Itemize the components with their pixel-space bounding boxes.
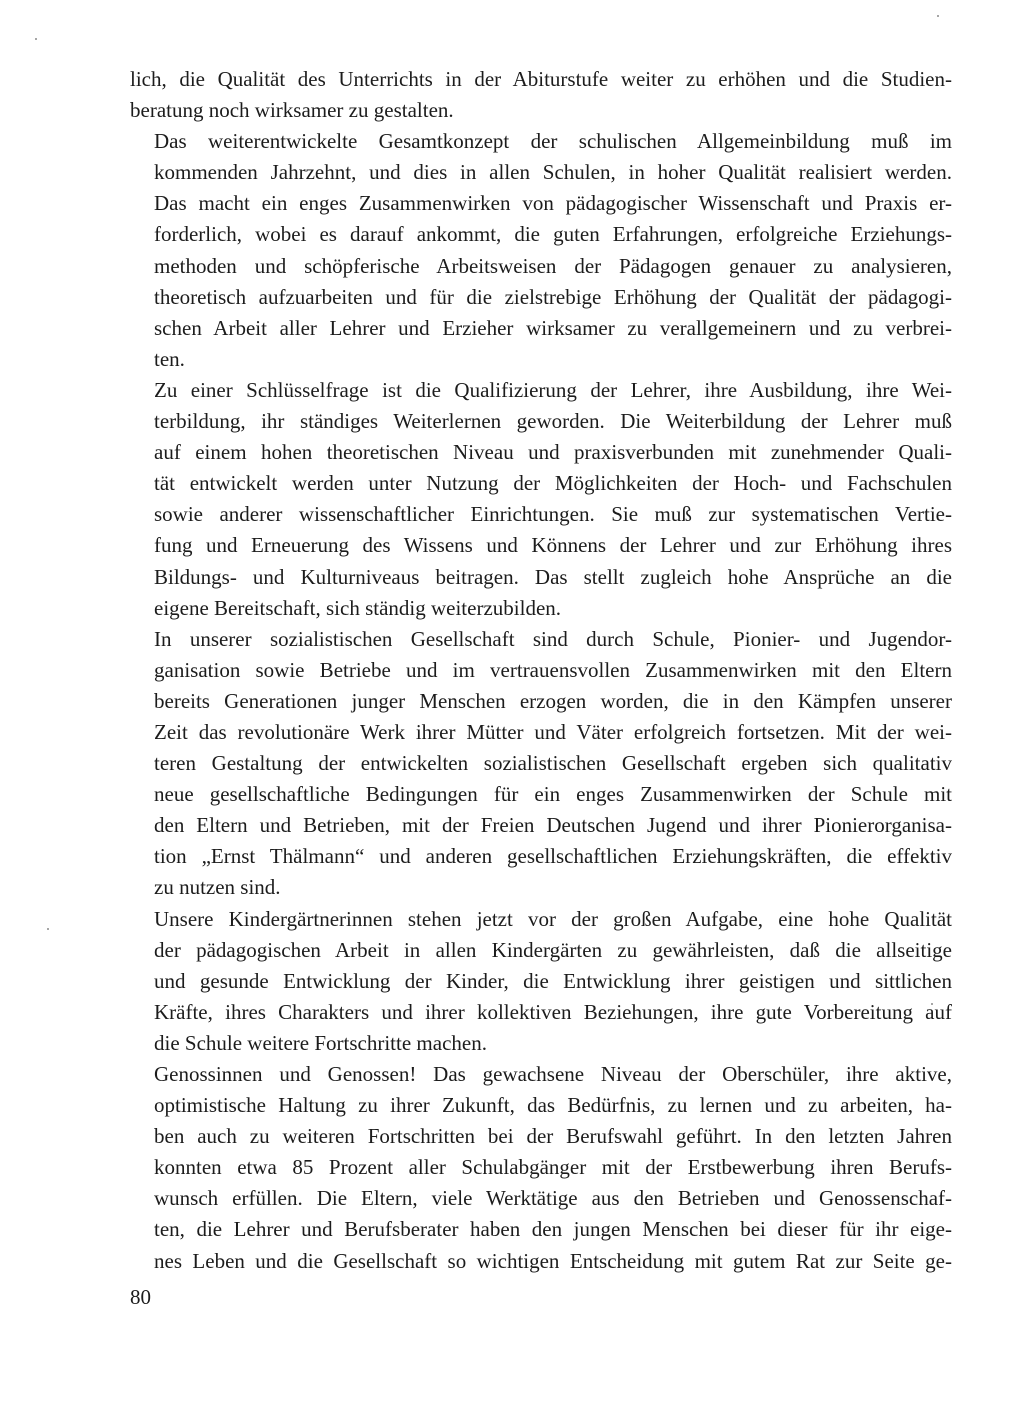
text-line: nes Leben und die Gesellschaft so wichtigen Entscheidung mit gutem Rat zur Seite ge- <box>154 1248 952 1273</box>
text-line: tät entwickelt werden unter Nutzung der Möglichkeiten der Hoch- und Fachschulen <box>154 471 952 496</box>
text-line: methoden und schöpferische Arbeitsweisen der Pädagogen genauer zu analysieren, <box>154 253 952 278</box>
scan-speck <box>937 15 939 17</box>
text-line: Unsere Kindergärtnerinnen stehen jetzt vor der großen Aufgabe, eine hohe Qualität <box>154 906 952 931</box>
text-line: ganisation sowie Betriebe und im vertrauensvollen Zusammenwirken mit den Eltern <box>154 657 952 682</box>
paragraph <box>130 126 952 375</box>
text-line: fung und Erneuerung des Wissens und Könnens der Lehrer und zur Erhöhung ihres <box>154 533 952 558</box>
text-line: den Eltern und Betrieben, mit der Freien Deutschen Jugend und ihrer Pionierorganisa- <box>154 813 952 838</box>
text-line: Bildungs- und Kulturniveaus beitragen. Das stellt zugleich hohe Ansprüche an die <box>154 564 952 589</box>
text-line: eigene Bereitschaft, sich ständig weiterzubilden. <box>154 595 562 620</box>
text-line: neue gesellschaftliche Bedingungen für ein enges Zusammenwirken der Schule mit <box>154 782 952 807</box>
paragraph <box>130 64 952 126</box>
text-line: lich, die Qualität des Unterrichts in der Abiturstufe weiter zu erhöhen und die Studien- <box>130 67 952 91</box>
paragraph <box>130 1059 952 1277</box>
text-line: ten, die Lehrer und Berufsberater haben den jungen Menschen bei dieser für ihr eige- <box>154 1217 952 1242</box>
text-line: Das macht ein enges Zusammenwirken von pädagogischer Wissenschaft und Praxis er- <box>154 191 952 216</box>
text-line: ten. <box>154 346 185 371</box>
text-line: In unserer sozialistischen Gesellschaft sind durch Schule, Pionier- und Jugendor- <box>154 626 952 651</box>
text-line: wunsch erfüllen. Die Eltern, viele Werktätige aus den Betrieben und Genossenschaf- <box>154 1186 952 1211</box>
body-text <box>130 64 952 1277</box>
text-line: teren Gestaltung der entwickelten sozialistischen Gesellschaft ergeben sich qualitativ <box>154 751 952 776</box>
text-line: Genossinnen und Genossen! Das gewachsene Niveau der Oberschüler, ihre aktive, <box>154 1062 952 1086</box>
scan-speck <box>47 928 49 930</box>
text-line: Zu einer Schlüsselfrage ist die Qualifizierung der Lehrer, ihre Ausbildung, ihre Wei- <box>154 377 952 402</box>
text-line: theoretisch aufzuarbeiten und für die zielstrebige Erhöhung der Qualität der pädagogi- <box>154 284 952 309</box>
text-line: Das weiterentwickelte Gesamtkonzept der schulischen Allgemeinbildung muß im <box>154 129 952 154</box>
text-line: der pädagogischen Arbeit in allen Kindergärten zu gewährleisten, daß die allseitige <box>154 937 952 962</box>
text-line: ben auch zu weiteren Fortschritten bei der Berufswahl geführt. In den letzten Jahren <box>154 1124 952 1149</box>
text-line: beratung noch wirksamer zu gestalten. <box>130 98 454 123</box>
paragraph <box>130 375 952 624</box>
text-line: terbildung, ihr ständiges Weiterlernen geworden. Die Weiterbildung der Lehrer muß <box>154 409 952 434</box>
paragraph <box>130 624 952 904</box>
text-line: konnten etwa 85 Prozent aller Schulabgänger mit der Erstbewerbung ihren Berufs- <box>154 1155 952 1180</box>
text-line: und gesunde Entwicklung der Kinder, die Entwicklung ihrer geistigen und sittlichen <box>154 968 952 993</box>
paragraph <box>130 904 952 1059</box>
page-number: 80 <box>130 1285 151 1309</box>
scan-speck <box>35 38 37 40</box>
text-line: die Schule weitere Fortschritte machen. <box>154 1030 487 1055</box>
text-line: kommenden Jahrzehnt, und dies in allen Schulen, in hoher Qualität realisiert werden. <box>154 160 952 185</box>
text-line: schen Arbeit aller Lehrer und Erzieher wirksamer zu verallgemeinern und zu verbrei- <box>154 315 952 340</box>
text-line: bereits Generationen junger Menschen erzogen worden, die in den Kämpfen unserer <box>154 688 952 713</box>
text-line: forderlich, wobei es darauf ankommt, die guten Erfahrungen, erfolgreiche Erziehungs- <box>154 222 952 247</box>
text-line: zu nutzen sind. <box>154 875 281 900</box>
text-line: Zeit das revolutionäre Werk ihrer Mütter und Väter erfolgreich fortsetzen. Mit der wei- <box>154 719 952 744</box>
text-line: Kräfte, ihres Charakters und ihrer kollektiven Beziehungen, ihre gute Vorbereitung auf <box>154 999 952 1024</box>
text-line: sowie anderer wissenschaftlicher Einrichtungen. Sie muß zur systematischen Vertie- <box>154 502 952 527</box>
text-line: auf einem hohen theoretischen Niveau und praxisverbunden mit zunehmender Quali- <box>154 440 952 465</box>
text-line: tion „Ernst Thälmann“ und anderen gesellschaftlichen Erziehungskräften, die effektiv <box>154 844 952 869</box>
text-line: optimistische Haltung zu ihrer Zukunft, das Bedürfnis, zu lernen und zu arbeiten, ha- <box>154 1093 952 1118</box>
